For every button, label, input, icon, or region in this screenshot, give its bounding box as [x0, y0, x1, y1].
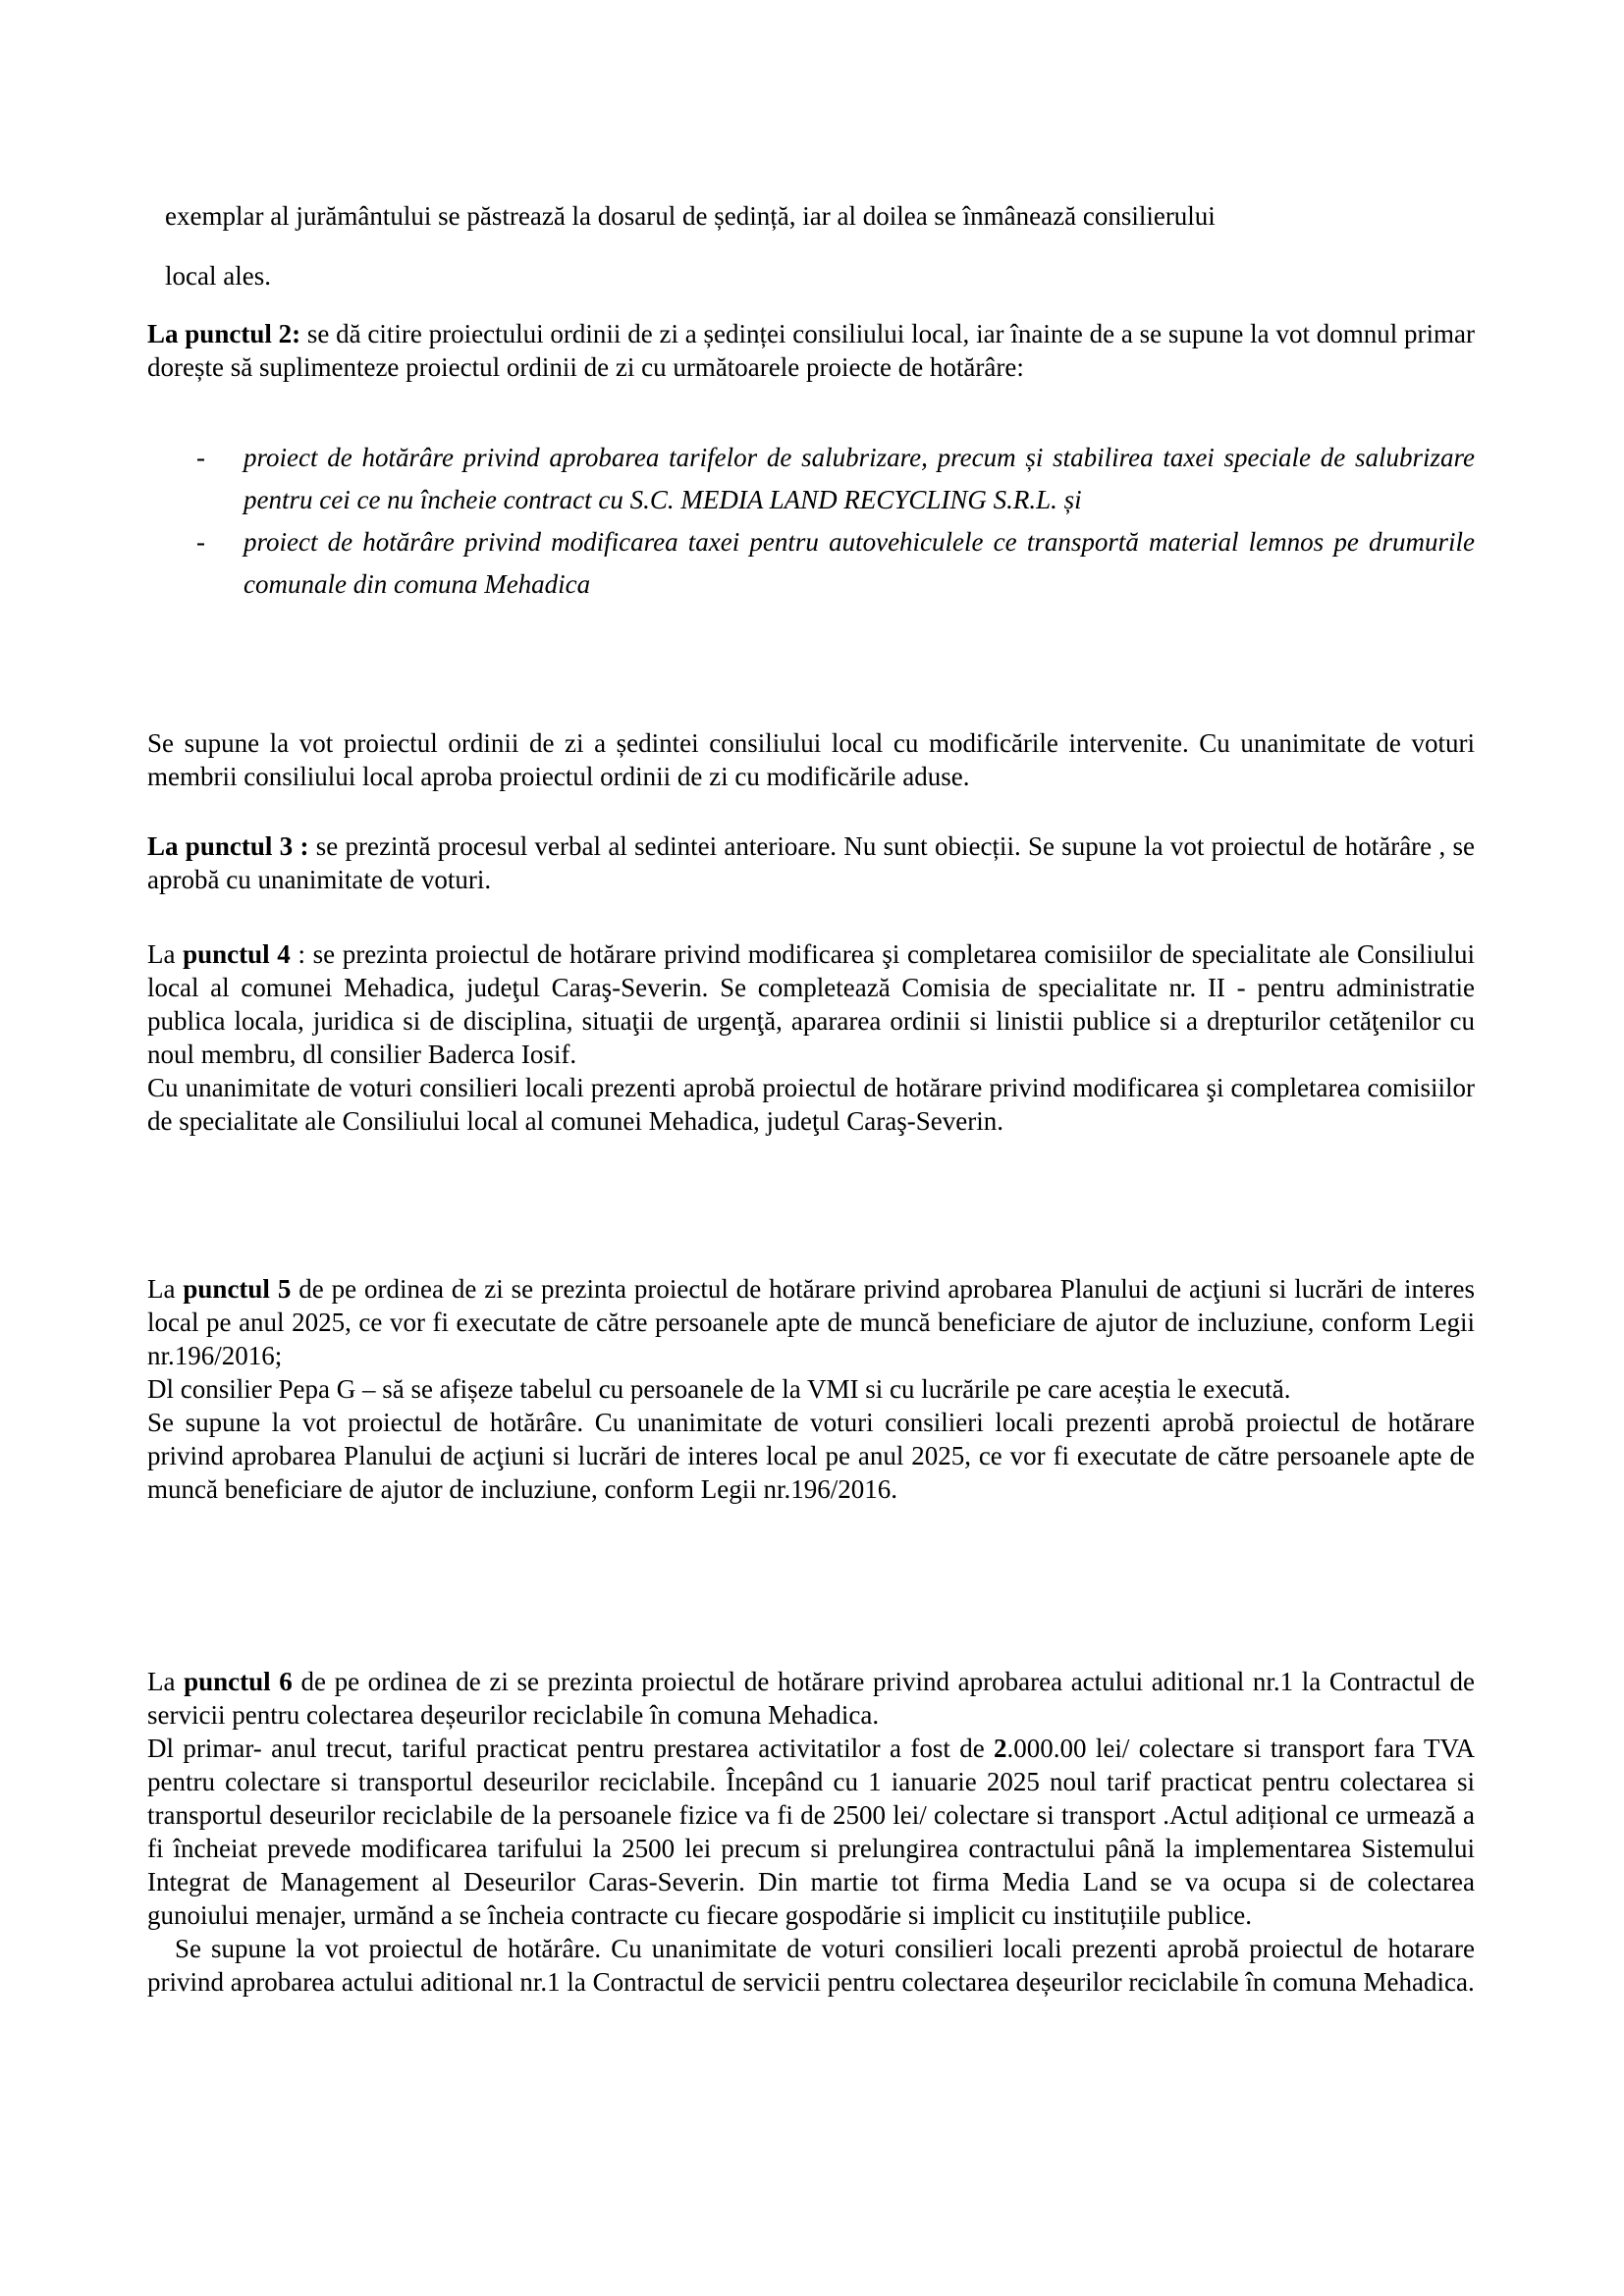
punct4-vote-text: Cu unanimitate de voturi consilieri locali prezenti aprobă proiectul de hotărare privind modificarea şi completarea comisiilor de specialitate ale Consiliului local al comunei Mehadica, judeţul Caraş-Severin. [147, 1073, 1475, 1136]
punct6-paragraph [147, 1665, 1475, 1999]
punct6-label: punctul 6 [184, 1667, 293, 1696]
punct2-vote-paragraph [147, 726, 1475, 793]
punct5-prefix: La [147, 1274, 184, 1304]
punct4-label: punctul 4 [183, 939, 291, 969]
punct5-paragraph [147, 1272, 1475, 1506]
punct2-vote-text: Se supune la vot proiectul ordinii de zi a ședintei consiliului local cu modificările intervenite. Cu unanimitate de voturi membrii consiliului local aproba proiectul ordinii de zi cu modificările aduse. [147, 728, 1475, 791]
bullet-dash: - [196, 443, 205, 472]
intro-paragraph [165, 187, 1475, 306]
bullet-dash: - [196, 527, 205, 557]
punct2-label: La punctul 2: [147, 319, 301, 348]
intro-line-1: exemplar al jurământului se păstrează la dosarul de ședință, iar al doilea se înmânează consilierului [165, 201, 1216, 231]
punct6-primar-after: .000.00 lei/ colectare si transport fara TVA pentru colectare si transportul deseurilor reciclabile. Începând cu 1 ianuarie 2025 noul tarif practicat pentru colectarea si transportul deseurilor reciclabile de la persoanele fizice va fi de 2500 lei/ colectare si transport .Actul adițional ce urmează a fi încheiat prevede modificarea tarifului la 2500 lei precum si prelungirea contractului până la implementarea Sistemului Integrat de Management al Deseurilor Caras-Severin. Din martie tot firma Media Land se va ocupa si de colectarea gunoiului menajer, urmănd a se încheia contracte cu fiecare gospodărie si implicit cu instituțiile publice. [147, 1734, 1476, 1930]
punct6-vote-text: Se supune la vot proiectul de hotărâre. Cu unanimitate de voturi consilieri locali prezenti aprobă proiectul de hotarare privind aprobarea actului aditional nr.1 la Contractul de servicii pentru colectarea deșeurilor reciclabile în comuna Mehadica. [147, 1934, 1475, 1997]
list-item-text: proiect de hotărâre privind aprobarea tarifelor de salubrizare, precum și stabilirea taxei speciale de salubrizare pentru cei ce nu încheie contract cu S.C. MEDIA LAND RECYCLING S.R.L. și [244, 443, 1475, 514]
list-item-text: proiect de hotărâre privind modificarea taxei pentru autovehiculele ce transportă material lemnos pe drumurile comunale din comuna Mehadica [244, 527, 1475, 599]
punct4-paragraph [147, 937, 1475, 1138]
punct3-text: se prezintă procesul verbal al sedintei anterioare. Nu sunt obiecții. Se supune la vot proiectul de hotărâre , se aprobă cu unanimitate de voturi. [147, 831, 1475, 894]
punct4-text: : se prezinta proiectul de hotărare privind modificarea şi completarea comisiilor de specialitate ale Consiliului local al comunei Mehadica, judeţul Caraş-Severin. Se completează Comisia de specialitate nr. II - pentru administratie publica locala, juridica si de disciplina, situaţii de urgenţă, apararea ordinii si linistii publice si a drepturilor cetăţenilor cu noul membru, dl consilier Baderca Iosif. [147, 939, 1475, 1069]
punct6-text: de pe ordinea de zi se prezinta proiectul de hotărare privind aprobarea actului aditional nr.1 la Contractul de servicii pentru colectarea deșeurilor reciclabile în comuna Mehadica. [147, 1667, 1475, 1730]
punct6-primar-before: Dl primar- anul trecut, tariful practicat pentru prestarea activitatilor a fost de [147, 1734, 995, 1763]
intro-line-2: local ales. [165, 261, 271, 291]
punct5-text: de pe ordinea de zi se prezinta proiectul de hotărare privind aprobarea Planului de acţiuni si lucrări de interes local pe anul 2025, ce vor fi executate de către persoanele apte de muncă beneficiare de ajutor de incluziune, conform Legii nr.196/2016; [147, 1274, 1475, 1370]
punct5-label: punctul 5 [183, 1274, 292, 1304]
punct4-prefix: La [147, 939, 184, 969]
punct6-primar-bold: 2 [994, 1734, 1007, 1763]
punct6-prefix: La [147, 1667, 185, 1696]
punct3-paragraph [147, 829, 1475, 896]
punct2-text: se dă citire proiectului ordinii de zi a ședinței consiliului local, iar înainte de a se supune la vot domnul primar dorește să suplimenteze proiectul ordinii de zi cu următoarele proiecte de hotărâre: [147, 319, 1475, 382]
punct5-vote-text: Se supune la vot proiectul de hotărâre. Cu unanimitate de voturi consilieri locali prezenti aprobă proiectul de hotărare privind aprobarea Planului de acţiuni si lucrări de interes local pe anul 2025, ce vor fi executate de către persoanele apte de muncă beneficiare de ajutor de incluziune, conform Legii nr.196/2016. [147, 1408, 1475, 1504]
list-item [147, 521, 1475, 606]
list-item [147, 437, 1475, 521]
punct3-label: La punctul 3 : [147, 831, 309, 861]
punct2-project-list [147, 437, 1475, 606]
punct2-paragraph [147, 317, 1475, 384]
punct5-remark-text: Dl consilier Pepa G – să se afișeze tabelul cu persoanele de la VMI si cu lucrările pe care aceștia le execută. [147, 1374, 1291, 1404]
